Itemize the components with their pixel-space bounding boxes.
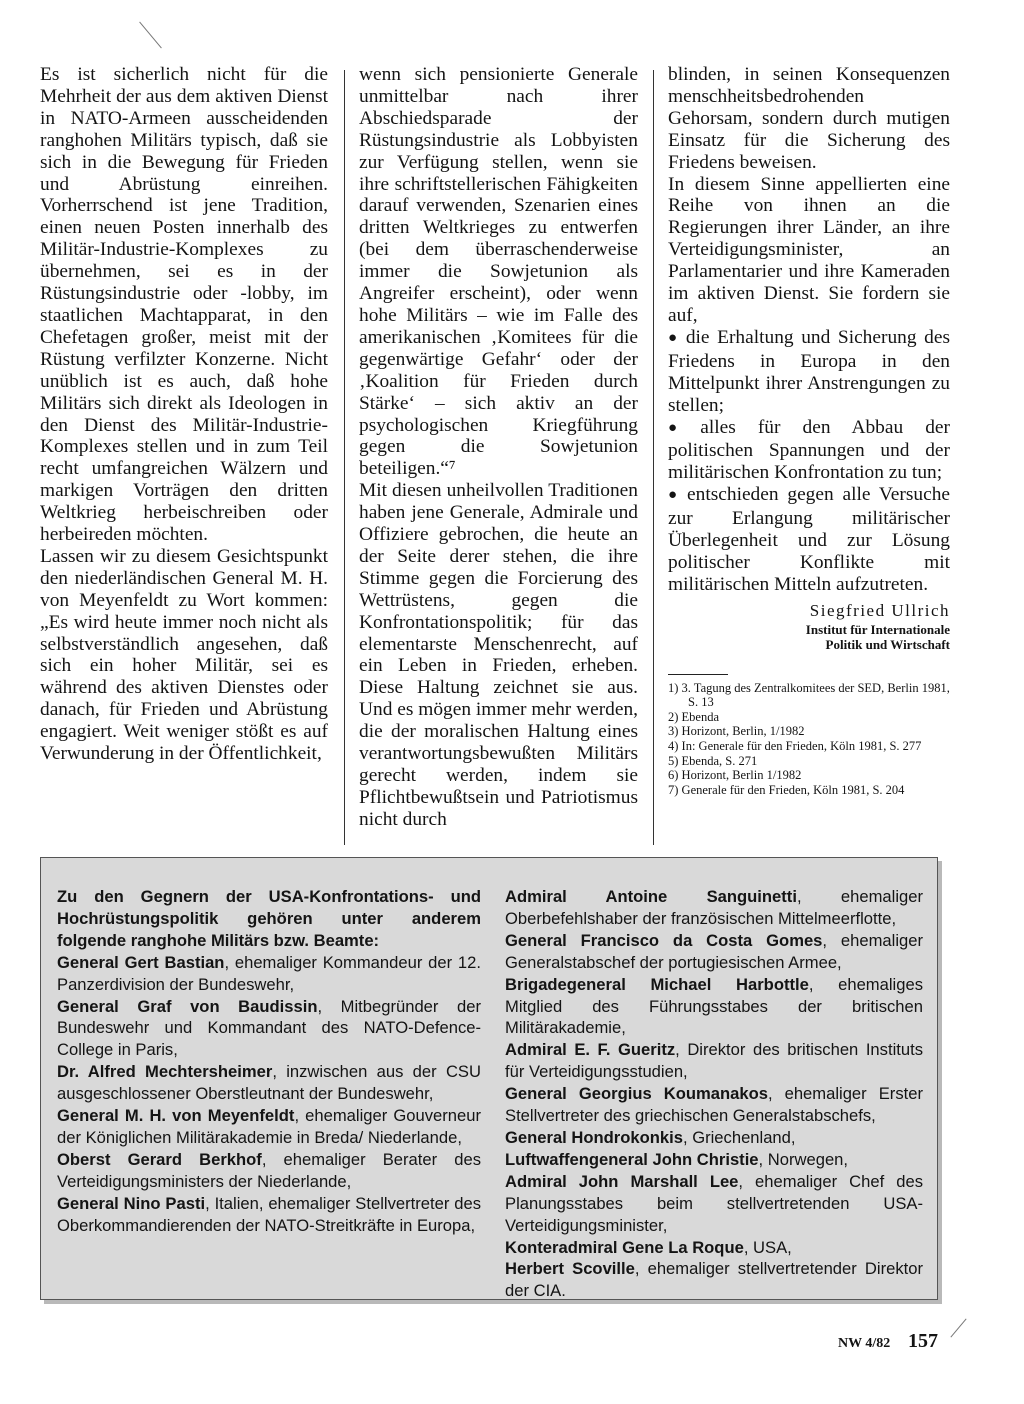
- entry-text: , inzwischen aus der CSU ausgeschlossener Oberstleutnant der Bundeswehr,: [57, 1062, 481, 1104]
- entry-text: , ehemaliger Chef des Planungsstabes beim stellvertretenden USA-Verteidigungsminister,: [505, 1171, 924, 1235]
- entry-name: Konteradmiral Gene La Roque: [505, 1237, 744, 1257]
- issue-label: NW 4/82: [838, 1336, 891, 1351]
- footnote: 1) 3. Tagung des Zentralkomitees der SED, Berlin 1981, S. 13: [668, 680, 950, 710]
- column-divider: [344, 70, 345, 845]
- entry-text: , ehemaliges Mitglied des Führungsstabes der britischen Militärakademie,: [505, 974, 923, 1038]
- article-column-1: [40, 64, 328, 765]
- footnotes: [668, 681, 950, 798]
- info-box-entry: [57, 996, 481, 1062]
- author-institute-line: Politik und Wirtschaft: [825, 636, 950, 652]
- entry-name: General Francisco da Costa Gomes: [505, 930, 823, 950]
- entry-text: , Italien, ehemaliger Stellvertreter des Oberkommandierenden der NATO-Streitkräfte in Europa,: [57, 1193, 481, 1235]
- bullet-item: ● entschieden gegen alle Versuche zur Erlangung militärischer Überlegenheit und zur Lösung politischer Konflikte mit militärischen Mitteln aufzutreten.: [668, 484, 950, 596]
- entry-name: Admiral E. F. Gueritz: [505, 1040, 676, 1060]
- info-box-entry: [505, 886, 923, 930]
- info-box-entry: [57, 1105, 481, 1149]
- info-box-entry: [57, 1061, 481, 1105]
- info-box-entry: [57, 952, 481, 996]
- info-box-entry: [57, 1193, 481, 1237]
- entry-text: , Griechenland,: [682, 1127, 796, 1147]
- footnote: 6) Horizont, Berlin 1/1982: [668, 768, 802, 783]
- info-box-entry: [505, 1149, 923, 1171]
- column-divider: [653, 70, 654, 845]
- entry-text: , ehemaliger Kommandeur der 12. Panzerdivision der Bundeswehr,: [57, 952, 481, 994]
- info-box-entry: [505, 974, 923, 1040]
- entry-text: , ehemaliger stellvertretender Direktor der CIA.: [505, 1259, 923, 1301]
- entry-text: , ehemaliger Berater des Verteidigungsministers der Niederlande,: [57, 1149, 481, 1191]
- entry-name: Admiral Antoine Sanguinetti: [505, 887, 797, 906]
- entry-name: General M. H. von Meyenfeldt: [57, 1106, 295, 1126]
- info-box-entry: [505, 1127, 923, 1149]
- info-box-entry: [57, 886, 481, 952]
- info-box-column-right: [505, 886, 923, 1302]
- paragraph: In diesem Sinne appellierten eine Reihe von ihnen an die Regierungen ihrer Länder, an ihre Verteidigungsminister, an Parlamentarier und ihre Kameraden im aktiven Dienst. Sie fordern sie auf,: [668, 173, 950, 326]
- info-box-entry: [505, 1237, 923, 1259]
- entry-name: General Nino Pasti: [57, 1193, 206, 1213]
- footnote: 4) In: Generale für den Frieden, Köln 1981, S. 277: [668, 739, 922, 754]
- scan-mark: [950, 1318, 966, 1337]
- footnote: 3) Horizont, Berlin, 1/1982: [668, 724, 805, 739]
- page-number: 157: [908, 1330, 938, 1352]
- info-box-entry: [505, 1039, 923, 1083]
- footnote: 2) Ebenda: [668, 709, 720, 724]
- info-box-entry: [505, 930, 923, 974]
- info-box-column-left: [57, 886, 481, 1237]
- entry-name: General Graf von Baudissin: [57, 996, 318, 1016]
- bullet-item: ● die Erhaltung und Sicherung des Friedens in Europa in den Mittelpunkt ihrer Anstrengungen zu stellen;: [668, 327, 950, 417]
- info-box-entry: [505, 1258, 923, 1302]
- info-box-entry: [505, 1083, 923, 1127]
- entry-name: Dr. Alfred Mechtersheimer: [57, 1062, 273, 1082]
- author-name: Siegfried Ullrich: [809, 600, 950, 620]
- author-institute-line: Institut für Internationale: [805, 621, 950, 637]
- entry-name: Herbert Scoville: [505, 1259, 635, 1279]
- entry-text: , ehemaliger Gouverneur der Königlichen Militärakademie in Breda/ Niederlande,: [57, 1106, 481, 1147]
- entry-name: General Gert Bastian: [57, 952, 225, 972]
- scan-mark: [139, 22, 162, 49]
- article-column-2: [359, 64, 638, 831]
- entry-name: Brigadegeneral Michael Harbottle: [505, 974, 809, 994]
- paragraph: Mit diesen unheilvollen Traditionen haben jene Generale, Admirale und Offiziere gebrochen, die heute an der Seite derer stehen, die ihre Stimme gegen die Forcierung des Wettrüstens, gegen die Konfrontationspolitik; für das elementarste Menschenrecht, auf ein Leben in Frieden, erheben. Diese Haltung zeichnet sie aus. Und es mögen immer mehr werden, die der moralischen Haltung eines verantwortungsbewußten Militärs gerecht werden, indem sie Pflichtbewußtsein und Patriotismus nicht durch: [359, 480, 638, 830]
- info-box: [40, 857, 938, 1300]
- bullet-item: ● alles für den Abbau der politischen Spannungen und der militärischen Konfrontation zu tun;: [668, 417, 950, 485]
- entry-text: , Norwegen,: [758, 1149, 849, 1169]
- entry-text: , Direktor des britischen Instituts für Verteidigungsstudien,: [505, 1040, 924, 1082]
- paragraph: Lassen wir zu diesem Gesichtspunkt den niederländischen General M. H. von Meyenfeldt zu Wort kommen: „Es wird heute immer noch nicht als selbstverständlich angesehen, daß sich ein hoher Militär, sei es während des aktiven Dienstes oder danach, für Frieden und Abrüstung engagiert. Weit weniger stößt es auf Verwunderung in der Öffentlichkeit,: [40, 545, 328, 765]
- info-box-entry: [505, 1171, 923, 1237]
- footnote: 5) Ebenda, S. 271: [668, 753, 758, 768]
- info-box-entry: [57, 1149, 481, 1193]
- article-column-3: [668, 64, 950, 797]
- paragraph: blinden, in seinen Konsequenzen menschheitsbedrohenden Gehorsam, sondern durch mutigen Einsatz für die Sicherung des Friedens beweisen.: [668, 64, 950, 173]
- entry-name: General Hondrokonkis: [505, 1127, 683, 1147]
- paragraph: Es ist sicherlich nicht für die Mehrheit der aus dem aktiven Dienst in NATO-Armeen ausscheidenden ranghohen Militärs typisch, daß sie sich in die Bewegung für Frieden und Abrüstung einreihen. Vorherrschend ist jene Tradition, einen neuen Posten innerhalb des Militär-Industrie-Komplexes zu übernehmen, sei es in der Rüstungsindustrie oder -lobby, im staatlichen Machtapparat, in den Chefetagen großer, meist mit der Rüstung verfilzter Konzerne. Nicht unüblich ist es auch, daß hohe Militärs sich direkt als Ideologen in den Dienst des Militär-Industrie-Komplexes stellen und in zum Teil recht umfangreichen Wälzern und markigen Vorträgen den dritten Weltkrieg herbeischreiben oder herbeireden möchten.: [40, 64, 328, 546]
- footnote: 7) Generale für den Frieden, Köln 1981, S. 204: [668, 782, 905, 797]
- entry-text: , ehemaliger Erster Stellvertreter des griechischen Generalstabschefs,: [505, 1084, 923, 1126]
- entry-text: , ehemaliger Generalstabschef der portugiesischen Armee,: [505, 930, 923, 972]
- entry-name: Luftwaffengeneral John Christie: [505, 1149, 759, 1169]
- entry-text: , USA,: [743, 1237, 792, 1257]
- entry-text: , Mitbegründer der Bundeswehr und Kommandant des NATO-Defence-College in Paris,: [57, 996, 481, 1060]
- entry-name: Oberst Gerard Berkhof: [57, 1149, 262, 1169]
- paragraph: wenn sich pensionierte Generale unmittelbar nach ihrer Abschiedsparade der Rüstungsindustrie als Lobbyisten zur Verfügung stellen, wenn sie ihre schriftstellerischen Fähigkeiten darauf verwenden, Szenarien eines dritten Weltkrieges zu entwerfen (bei dem überraschenderweise immer die Sowjetunion als Angreifer erscheint), oder wenn hohe Militärs – wie im Falle des amerikanischen ‚Komitees für die gegenwärtige Gefahr‘ oder der ‚Koalition für Frieden durch Stärke‘ – sich aktiv an der psychologischen Kriegführung gegen die Sowjetunion beteiligen.“⁷: [359, 64, 638, 480]
- entry-name: Zu den Gegnern der USA-Konfrontations- und Hochrüstungspolitik gehören unter anderem folgende ranghohe Militärs bzw. Beamte:: [57, 887, 481, 950]
- footnote-rule: [668, 674, 728, 675]
- entry-text: , ehemaliger Oberbefehlshaber der französischen Mittelmeerflotte,: [505, 887, 923, 928]
- entry-name: Admiral John Marshall Lee: [505, 1171, 739, 1191]
- entry-name: General Georgius Koumanakos: [505, 1084, 768, 1104]
